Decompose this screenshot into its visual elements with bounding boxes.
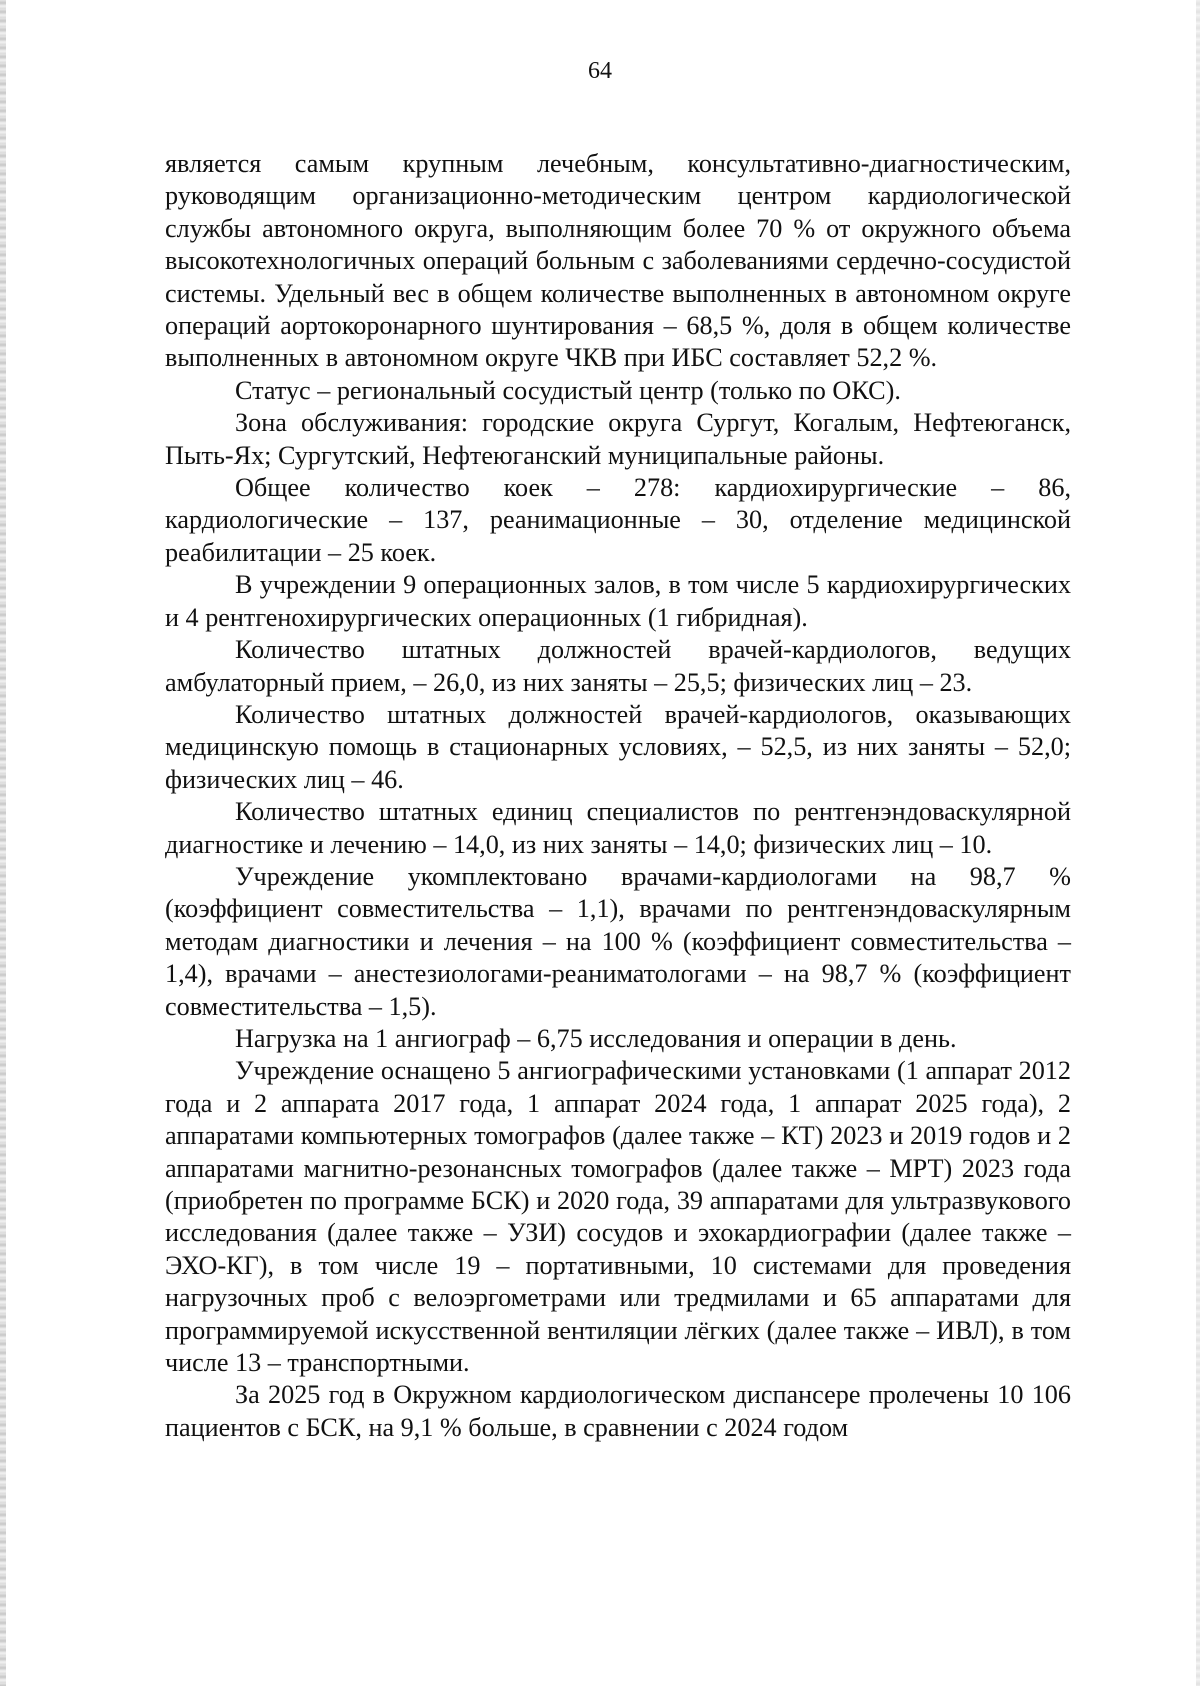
paragraph-service-zone: Зона обслуживания: городские округа Сургут, Когалым, Нефтеюганск, Пыть-Ях; Сургутский, Нефтеюганский муниципальные районы. xyxy=(165,408,1071,470)
paragraph-outpatient-cardiologists: Количество штатных должностей врачей-кардиологов, ведущих амбулаторный прием, – 26,0, из них заняты – 25,5; физических лиц – 23. xyxy=(165,635,1071,697)
paragraph-angiograph-load: Нагрузка на 1 ангиограф – 6,75 исследования и операции в день. xyxy=(235,1023,957,1053)
paragraph-bed-count: Общее количество коек – 278: кардиохирургические – 86, кардиологические – 137, реанимационные – 30, отделение медицинской реабилитации – 25 коек. xyxy=(165,473,1071,567)
scan-edge-left xyxy=(0,0,6,1686)
paragraph-equipment: Учреждение оснащено 5 ангиографическими установками (1 аппарат 2012 года и 2 аппарата 2017 года, 1 аппарат 2024 года, 1 аппарат 2025 года), 2 аппаратами компьютерных томографов (далее также – КТ) 2023 и 2019 годов и 2 аппаратами магнитно-резонансных томографов (далее также – МРТ) 2023 года (приобретен по программе БСК) и 2020 года, 39 аппаратами для ультразвукового исследования (далее также – УЗИ) сосудов и эхокардиографии (далее также – ЭХО-КГ), в том числе 19 – портативными, 10 системами для проведения нагрузочных проб с велоэргометрами или тредмилами и 65 аппаратами для программируемой искусственной вентиляции лёгких (далее также – ИВЛ), в том числе 13 – транспортными. xyxy=(165,1056,1071,1378)
document-body xyxy=(165,148,1071,1444)
paragraph-operating-rooms: В учреждении 9 операционных залов, в том числе 5 кардиохирургических и 4 рентгенохирургических операционных (1 гибридная). xyxy=(165,570,1071,632)
paragraph-status: Статус – региональный сосудистый центр (только по ОКС). xyxy=(235,375,901,405)
page-number: 64 xyxy=(588,58,612,84)
paragraph-inpatient-cardiologists: Количество штатных должностей врачей-кардиологов, оказывающих медицинскую помощь в стационарных условиях, – 52,5, из них заняты – 52,0; физических лиц – 46. xyxy=(165,699,1071,794)
paragraph-staffing-level: Учреждение укомплектовано врачами-кардиологами на 98,7 % (коэффициент совместительства – 1,1), врачами по рентгенэндоваскулярным методам диагностики и лечения – на 100 % (коэффициент совместительства – 1,4), врачами – анестезиологами-реаниматологами – на 98,7 % (коэффициент совместительства – 1,5). xyxy=(165,861,1071,1021)
scan-edge-right xyxy=(1196,0,1200,1686)
paragraph-continuation: является самым крупным лечебным, консультативно-диагностическим, руководящим организационно-методическим центром кардиологической службы автономного округа, выполняющим более 70 % от окружного объема высокотехнологичных операций больным с заболеваниями сердечно-сосудистой системы. Удельный вес в общем количестве выполненных в автономном округе операций аортокоронарного шунтирования – 68,5 %, доля в общем количестве выполненных в автономном округе ЧКВ при ИБС составляет 52,2 %. xyxy=(165,149,1071,373)
paragraph-patients-treated: За 2025 год в Окружном кардиологическом диспансере пролечены 10 106 пациентов с БСК, на 9,1 % больше, в сравнении с 2024 годом xyxy=(165,1380,1071,1442)
paragraph-endovascular-specialists: Количество штатных единиц специалистов по рентгенэндоваскулярной диагностике и лечению – 14,0, из них заняты – 14,0; физических лиц – 10. xyxy=(165,797,1071,859)
